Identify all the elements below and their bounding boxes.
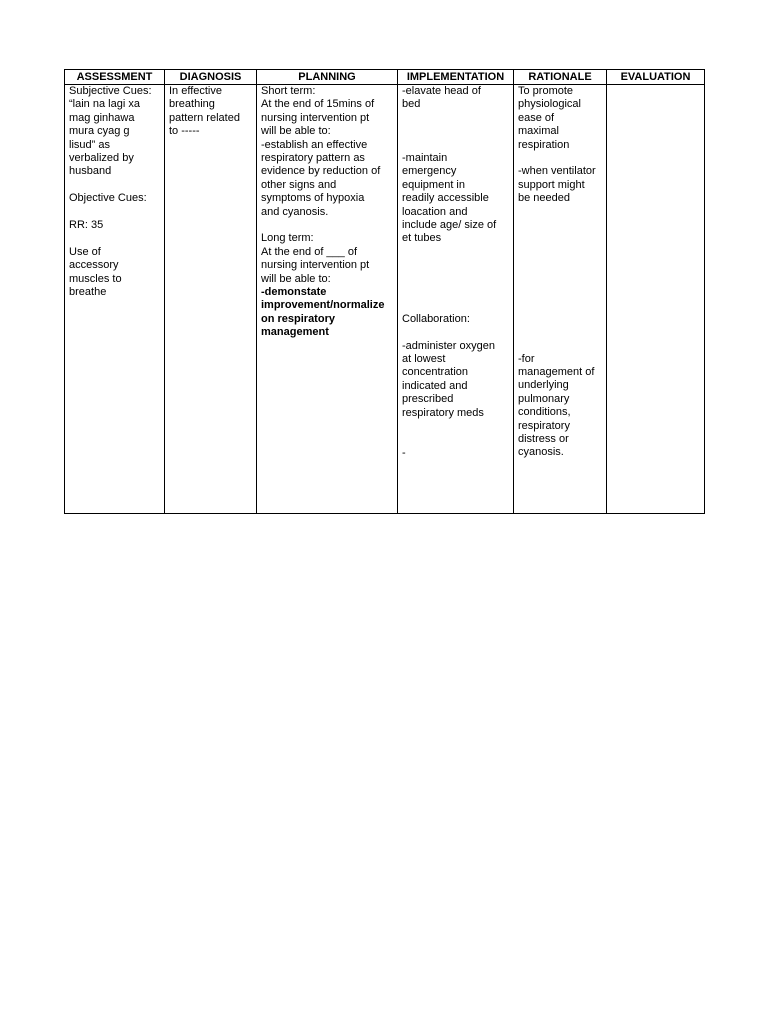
rationale-line: management of (518, 366, 595, 379)
assessment-line: husband (69, 165, 112, 178)
implementation-line: emergency (402, 165, 457, 178)
rationale-line: maximal (518, 125, 559, 138)
implementation-line: indicated and (402, 379, 468, 392)
implementation-line: include age/ size of (402, 219, 497, 232)
planning-goal-bold-line: on respiratory (261, 312, 335, 325)
planning-cell (257, 85, 398, 514)
assessment-line: lisud” as (69, 138, 110, 151)
assessment-line: mura cyag g (69, 125, 130, 138)
header-evaluation: EVALUATION (607, 70, 705, 85)
assessment-cell (65, 85, 165, 514)
rationale-line: physiological (518, 98, 581, 111)
rationale-line: ease of (518, 111, 555, 124)
assessment-line: verbalized by (69, 152, 134, 165)
planning-short-term-line: will be able to: (261, 125, 331, 138)
planning-long-term-line: Long term: (261, 232, 314, 245)
header-row (65, 70, 705, 85)
respiratory-rate: RR: 35 (69, 219, 104, 232)
rationale-line: underlying (518, 379, 569, 392)
implementation-cell (398, 85, 514, 514)
implementation-dash: - (402, 446, 406, 459)
planning-short-term-line: other signs and (261, 178, 337, 191)
implementation-line: readily accessible (402, 192, 489, 205)
rationale-cell (514, 85, 607, 514)
rationale-line: support might (518, 178, 585, 191)
planning-long-term-line: nursing intervention pt (261, 259, 370, 272)
planning-short-term-line: Short term: (261, 85, 316, 97)
diagnosis-cell (165, 85, 257, 514)
implementation-line: at lowest (402, 353, 446, 366)
implementation-line: equipment in (402, 178, 465, 191)
rationale-line: be needed (518, 192, 570, 205)
implementation-line: -administer oxygen (402, 339, 495, 352)
implementation-line: concentration (402, 366, 469, 379)
planning-short-term-line: -establish an effective (261, 138, 368, 151)
diagnosis-line: In effective (169, 85, 222, 97)
planning-short-term-line: symptoms of hypoxia (261, 192, 365, 205)
assessment-line: muscles to (69, 272, 122, 285)
evaluation-cell (607, 85, 705, 514)
planning-short-term-line: respiratory pattern as (261, 152, 365, 165)
rationale-line: To promote (518, 85, 574, 97)
header-implementation: IMPLEMENTATION (398, 70, 514, 85)
rationale-line: respiratory (518, 419, 570, 432)
planning-short-term-line: and cyanosis. (261, 205, 329, 218)
planning-goal-bold-line: -demonstate (261, 286, 327, 299)
rationale-line: conditions, (518, 406, 571, 419)
assessment-line: accessory (69, 259, 119, 272)
assessment-line: “lain na lagi xa (69, 98, 140, 111)
planning-goal-bold-line: improvement/normalize (261, 299, 385, 312)
diagnosis-line: to ----- (169, 125, 200, 138)
header-diagnosis: DIAGNOSIS (165, 70, 257, 85)
planning-long-term-line: will be able to: (261, 272, 331, 285)
rationale-line: -when ventilator (518, 165, 596, 178)
objective-cues-label: Objective Cues: (69, 192, 147, 205)
diagnosis-line: breathing (169, 98, 215, 111)
rationale-line: distress or (518, 433, 569, 446)
planning-long-term-line: At the end of ___ of (261, 245, 358, 258)
assessment-line: Use of (69, 245, 101, 258)
rationale-line: -for (518, 352, 535, 365)
assessment-line: breathe (69, 286, 107, 299)
planning-short-term-line: At the end of 15mins of (261, 98, 375, 111)
header-planning: PLANNING (257, 70, 398, 85)
rationale-line: cyanosis. (518, 446, 564, 459)
rationale-line: respiration (518, 138, 570, 151)
collaboration-label: Collaboration: (402, 312, 470, 325)
header-rationale: RATIONALE (514, 70, 607, 85)
planning-short-term-line: evidence by reduction of (261, 165, 381, 178)
implementation-line: prescribed (402, 393, 454, 406)
planning-goal-bold-line: management (261, 326, 329, 339)
implementation-line: respiratory meds (402, 406, 484, 419)
implementation-line: loacation and (402, 205, 468, 218)
assessment-line: Subjective Cues: (69, 85, 152, 97)
rationale-line: pulmonary (518, 392, 570, 405)
assessment-line: mag ginhawa (69, 111, 135, 124)
implementation-line: -elavate head of (402, 85, 481, 97)
implementation-line: -maintain (402, 152, 448, 164)
nursing-care-plan-table (64, 69, 705, 514)
implementation-line: bed (402, 98, 421, 111)
planning-short-term-line: nursing intervention pt (261, 111, 370, 124)
implementation-line: et tubes (402, 232, 442, 245)
header-assessment: ASSESSMENT (65, 70, 165, 85)
content-row (65, 85, 705, 514)
diagnosis-line: pattern related (169, 111, 240, 124)
